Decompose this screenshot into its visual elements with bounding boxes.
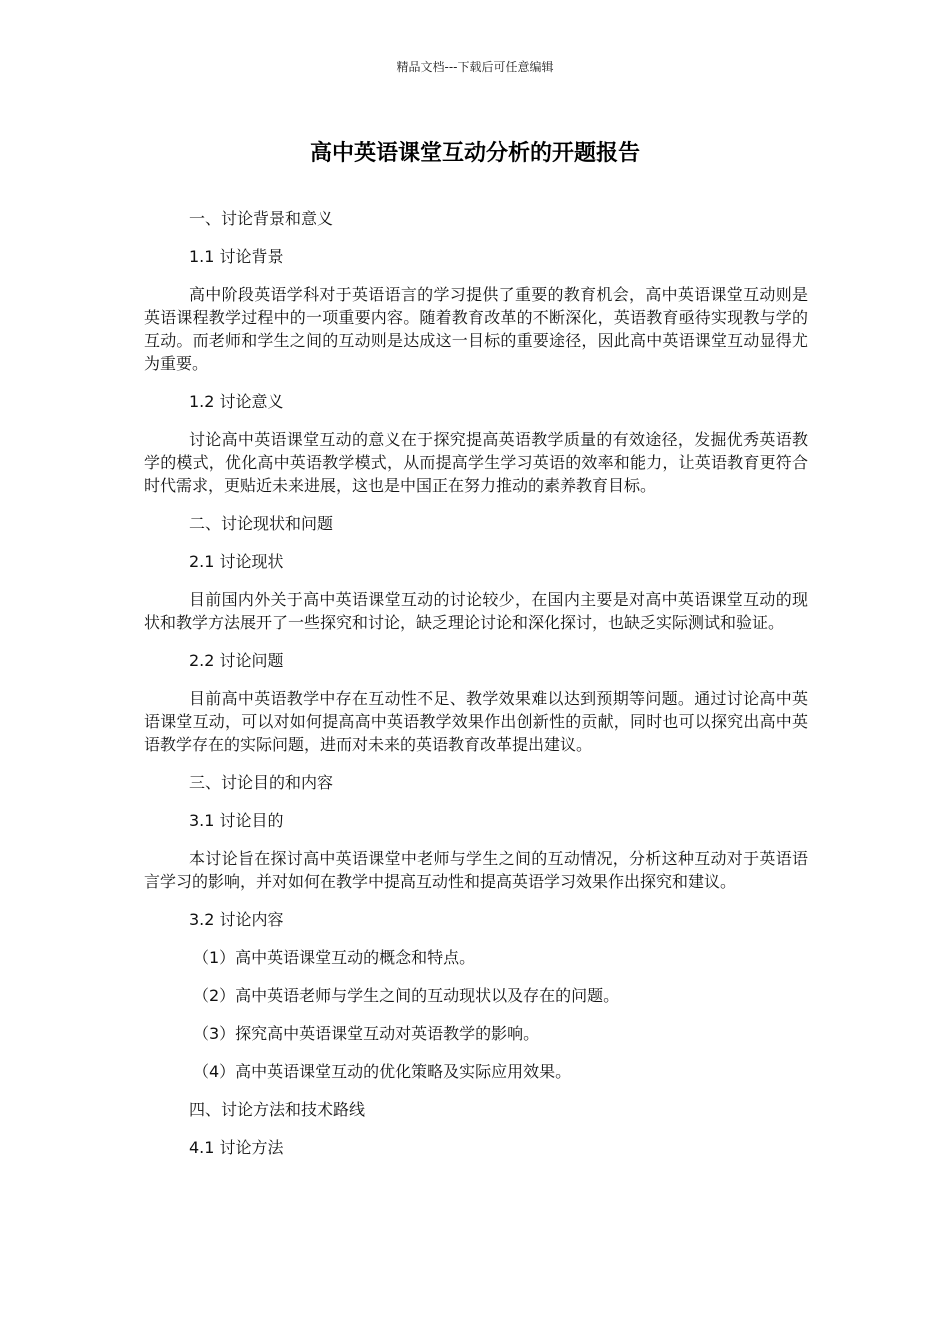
document-body xyxy=(144,207,808,1174)
section-3-1-heading: 3.1 讨论目的 xyxy=(189,811,284,830)
section-4-1-heading: 4.1 讨论方法 xyxy=(189,1138,284,1157)
page-header: 精品文档---下载后可任意编辑 xyxy=(396,60,554,74)
section-3-1-paragraph: 本讨论旨在探讨高中英语课堂中老师与学生之间的互动情况，分析这种互动对于英语语言学习的影响，并对如何在教学中提高互动性和提高英语学习效果作出探究和建议。 xyxy=(144,849,808,891)
list-item: （4）高中英语课堂互动的优化策略及实际应用效果。 xyxy=(193,1062,572,1081)
section-3-2-heading: 3.2 讨论内容 xyxy=(189,910,284,929)
section-1-2-heading: 1.2 讨论意义 xyxy=(189,392,284,411)
document-title: 高中英语课堂互动分析的开题报告 xyxy=(309,141,640,166)
section-1-1-paragraph: 高中阶段英语学科对于英语语言的学习提供了重要的教育机会，高中英语课堂互动则是英语课程教学过程中的一项重要内容。随着教育改革的不断深化，英语教育亟待实现教与学的互动。而老师和学生之间的互动则是达成这一目标的重要途径，因此高中英语课堂互动显得尤为重要。 xyxy=(144,285,808,373)
section-2-heading: 二、讨论现状和问题 xyxy=(189,514,334,533)
section-3-heading: 三、讨论目的和内容 xyxy=(189,773,334,792)
section-2-1-heading: 2.1 讨论现状 xyxy=(189,552,284,571)
section-2-2-paragraph: 目前高中英语教学中存在互动性不足、教学效果难以达到预期等问题。通过讨论高中英语课堂互动，可以对如何提高高中英语教学效果作出创新性的贡献，同时也可以探究出高中英语教学存在的实际问题，进而对未来的英语教育改革提出建议。 xyxy=(144,689,808,754)
section-2-1-paragraph: 目前国内外关于高中英语课堂互动的讨论较少，在国内主要是对高中英语课堂互动的现状和教学方法展开了一些探究和讨论，缺乏理论讨论和深化探讨，也缺乏实际测试和验证。 xyxy=(144,590,808,632)
section-4-heading: 四、讨论方法和技术路线 xyxy=(189,1100,366,1119)
section-1-1-heading: 1.1 讨论背景 xyxy=(189,247,284,266)
list-item: （3）探究高中英语课堂互动对英语教学的影响。 xyxy=(193,1024,540,1043)
list-item: （1）高中英语课堂互动的概念和特点。 xyxy=(193,948,476,967)
section-2-2-heading: 2.2 讨论问题 xyxy=(189,651,284,670)
list-item: （2）高中英语老师与学生之间的互动现状以及存在的问题。 xyxy=(193,986,620,1005)
section-1-heading: 一、讨论背景和意义 xyxy=(189,209,334,228)
section-1-2-paragraph: 讨论高中英语课堂互动的意义在于探究提高英语教学质量的有效途径，发掘优秀英语教学的模式，优化高中英语教学模式，从而提高学生学习英语的效率和能力，让英语教育更符合时代需求，更贴近未来进展，这也是中国正在努力推动的素养教育目标。 xyxy=(144,430,808,495)
